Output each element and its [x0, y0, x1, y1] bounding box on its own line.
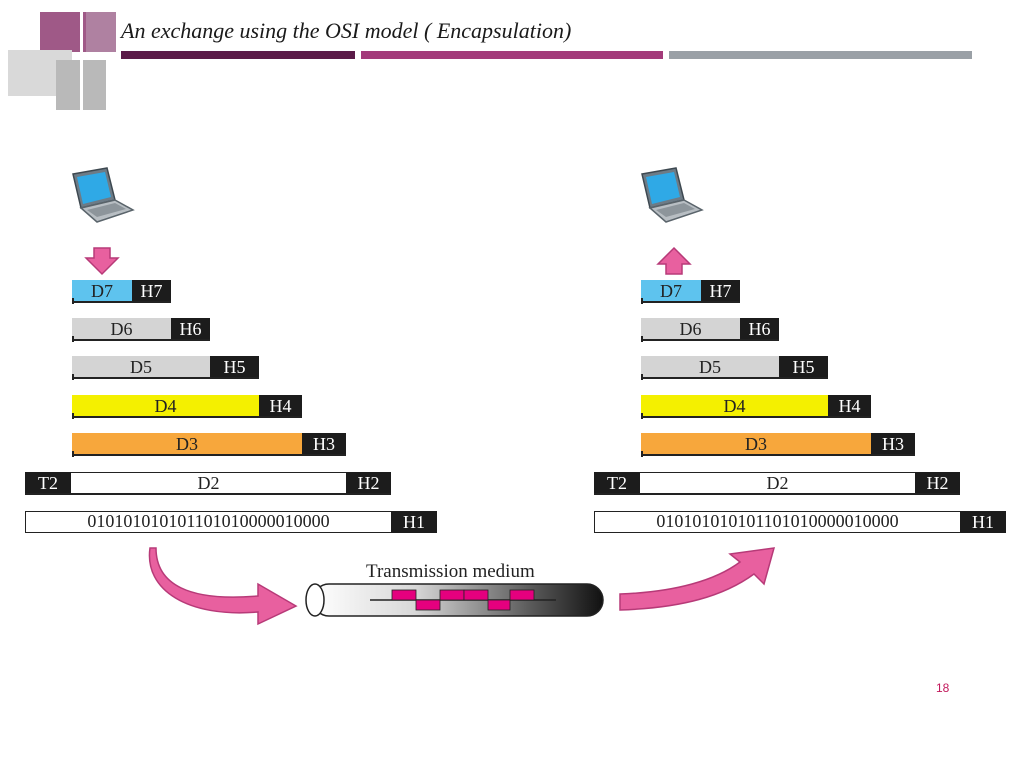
- receiver-h5-header: H5: [779, 356, 828, 378]
- sender-d4-cell: D4: [72, 395, 259, 417]
- receiver-d5-cell: D5: [641, 356, 779, 378]
- sender-h1-header: H1: [391, 511, 437, 533]
- title-bar-grey: [669, 51, 972, 59]
- sender-h5-header: H5: [210, 356, 259, 378]
- sender-h6-header: H6: [171, 318, 210, 340]
- sender-d6-cell: D6: [72, 318, 171, 340]
- receiver-h2-header: H2: [915, 472, 960, 494]
- receiver-h6-header: H6: [740, 318, 779, 340]
- sender-h3-header: H3: [302, 433, 346, 455]
- medium-label: Transmission medium: [366, 561, 535, 582]
- receiver-h3-header: H3: [871, 433, 915, 455]
- receiver-d7-cell: D7: [641, 280, 701, 302]
- receiver-h7-header: H7: [701, 280, 740, 302]
- receiver-t2-trailer: T2: [594, 472, 640, 494]
- sender-bits-cell: 010101010101101010000010000: [25, 511, 391, 533]
- arrow-down-icon: [84, 248, 124, 278]
- sender-h2-header: H2: [346, 472, 391, 494]
- receiver-h4-header: H4: [828, 395, 871, 417]
- curved-arrow-right-icon: [148, 544, 308, 634]
- corner-decoration: [0, 0, 135, 115]
- sender-d7-cell: D7: [72, 280, 132, 302]
- receiver-d3-cell: D3: [641, 433, 871, 455]
- receiver-h1-header: H1: [960, 511, 1006, 533]
- receiver-d6-cell: D6: [641, 318, 740, 340]
- signal-wave: [370, 588, 560, 618]
- sender-h4-header: H4: [259, 395, 302, 417]
- receiver-d4-cell: D4: [641, 395, 828, 417]
- title-bar-dark: [121, 51, 355, 59]
- sender-d5-cell: D5: [72, 356, 210, 378]
- sender-d3-cell: D3: [72, 433, 302, 455]
- laptop-icon: [63, 166, 133, 226]
- receiver-d2-cell: D2: [640, 472, 915, 494]
- page-number: 18: [936, 681, 950, 695]
- arrow-up-icon: [656, 248, 696, 278]
- receiver-bits-cell: 010101010101101010000010000: [594, 511, 960, 533]
- slide-title: An exchange using the OSI model ( Encapsulation): [121, 18, 572, 43]
- curved-arrow-up-right-icon: [616, 544, 786, 624]
- title-bar-mid: [361, 51, 663, 59]
- sender-h7-header: H7: [132, 280, 171, 302]
- laptop-icon: [632, 166, 702, 226]
- sender-d2-cell: D2: [71, 472, 346, 494]
- sender-t2-trailer: T2: [25, 472, 71, 494]
